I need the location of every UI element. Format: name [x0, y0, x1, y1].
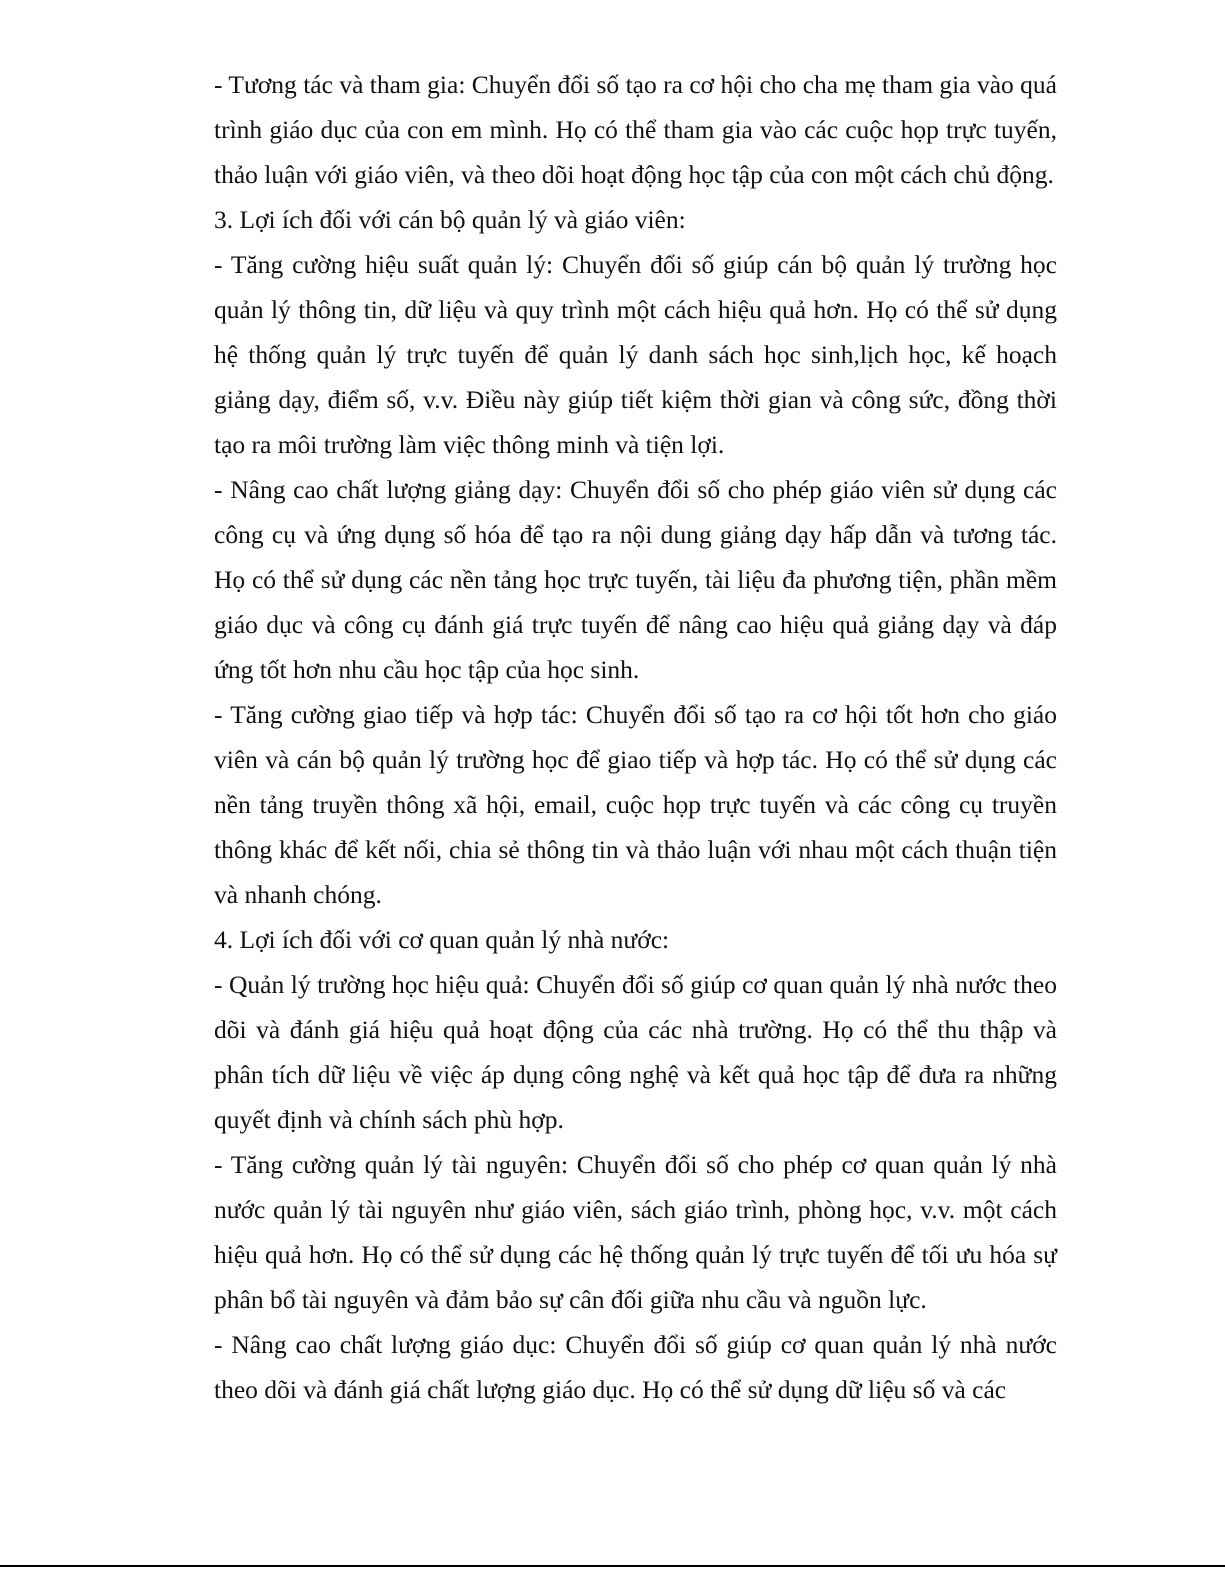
heading-section-3: 3. Lợi ích đối với cán bộ quản lý và giáo viên: — [214, 205, 686, 234]
paragraph-resource-management: - Tăng cường quản lý tài nguyên: Chuyển đổi số cho phép cơ quan quản lý nhà nước quản lý tài nguyên như giáo viên, sách giáo trình, phòng học, v.v. một cách hiệu quả hơn. Họ có thể sử dụng các hệ thống quản lý trực tuyến để tối ưu hóa sự phân bổ tài nguyên và đảm bảo sự cân đối giữa nhu cầu và nguồn lực. — [214, 1150, 1057, 1314]
paragraph-school-management: - Quản lý trường học hiệu quả: Chuyển đổi số giúp cơ quan quản lý nhà nước theo dõi và đánh giá hiệu quả hoạt động của các nhà trường. Họ có thể thu thập và phân tích dữ liệu về việc áp dụng công nghệ và kết quả học tập để đưa ra những quyết định và chính sách phù hợp. — [214, 970, 1057, 1134]
paragraph-teaching-quality: - Nâng cao chất lượng giảng dạy: Chuyển đổi số cho phép giáo viên sử dụng các công cụ và ứng dụng số hóa để tạo ra nội dung giảng dạy hấp dẫn và tương tác. Họ có thể sử dụng các nền tảng học trực tuyến, tài liệu đa phương tiện, phần mềm giáo dục và công cụ đánh giá trực tuyến để nâng cao hiệu quả giảng dạy và đáp ứng tốt hơn nhu cầu học tập của học sinh. — [214, 475, 1057, 684]
heading-section-4: 4. Lợi ích đối với cơ quan quản lý nhà nước: — [214, 925, 670, 954]
page-bottom-divider — [0, 1565, 1225, 1567]
paragraph-education-quality: - Nâng cao chất lượng giáo dục: Chuyển đổi số giúp cơ quan quản lý nhà nước theo dõi và đánh giá chất lượng giáo dục. Họ có thể sử dụng dữ liệu số và các — [214, 1330, 1057, 1404]
paragraph-management-efficiency: - Tăng cường hiệu suất quản lý: Chuyển đổi số giúp cán bộ quản lý trường học quản lý thông tin, dữ liệu và quy trình một cách hiệu quả hơn. Họ có thể sử dụng hệ thống quản lý trực tuyến để quản lý danh sách học sinh,lịch học, kế hoạch giảng dạy, điểm số, v.v. Điều này giúp tiết kiệm thời gian và công sức, đồng thời tạo ra môi trường làm việc thông minh và tiện lợi. — [214, 250, 1057, 459]
paragraph-communication-collaboration: - Tăng cường giao tiếp và hợp tác: Chuyển đổi số tạo ra cơ hội tốt hơn cho giáo viên và cán bộ quản lý trường học để giao tiếp và hợp tác. Họ có thể sử dụng các nền tảng truyền thông xã hội, email, cuộc họp trực tuyến và các công cụ truyền thông khác để kết nối, chia sẻ thông tin và thảo luận với nhau một cách thuận tiện và nhanh chóng. — [214, 700, 1057, 909]
document-page — [214, 62, 1057, 1412]
paragraph-parent-interaction: - Tương tác và tham gia: Chuyển đổi số tạo ra cơ hội cho cha mẹ tham gia vào quá trình giáo dục của con em mình. Họ có thể tham gia vào các cuộc họp trực tuyến, thảo luận với giáo viên, và theo dõi hoạt động học tập của con một cách chủ động. — [214, 70, 1057, 189]
